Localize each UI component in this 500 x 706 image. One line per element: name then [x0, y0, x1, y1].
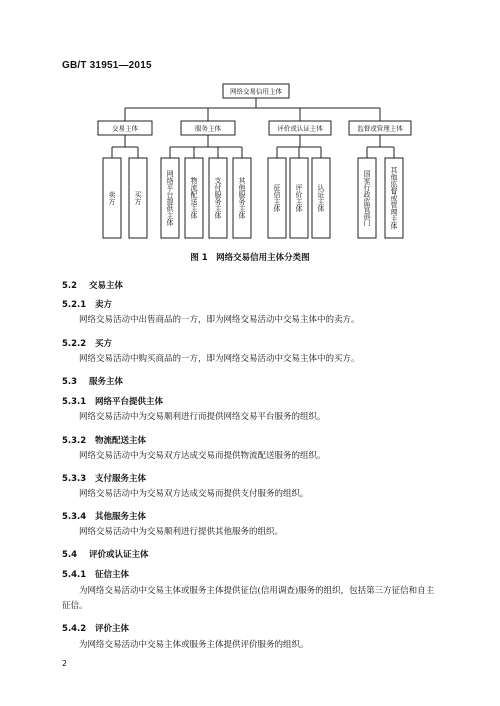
- section-heading: [62, 395, 163, 407]
- leaf-label-seller: 卖方: [108, 191, 116, 205]
- section-heading: [62, 510, 146, 522]
- section-title: 卖方: [95, 300, 113, 310]
- figure-caption: 图 1 网络交易信用主体分类图: [190, 253, 310, 263]
- section-title: 服务主体: [89, 377, 124, 387]
- classification-diagram: [0, 0, 500, 250]
- section-heading: [62, 568, 129, 580]
- section-heading: [62, 337, 112, 349]
- section-paragraph: 网络交易活动中为交易双方达成交易而提供物流配送服务的组织。: [79, 451, 326, 461]
- section-title: 交易主体: [89, 281, 124, 291]
- group-label-supervision: 监督或管理主体: [357, 124, 403, 133]
- section-number: 5.3.2: [62, 436, 87, 446]
- section-number: 5.2.2: [62, 339, 87, 349]
- section-number: 5.3.3: [62, 474, 87, 484]
- leaf-label-logistics: 物流配送主体: [190, 177, 198, 219]
- section-number: 5.2: [62, 281, 78, 291]
- section-number: 5.3: [62, 377, 78, 387]
- section-heading: [62, 472, 146, 484]
- section-number: 5.4.1: [62, 570, 87, 580]
- section-paragraph: 为网络交易活动中交易主体或服务主体提供征信(信用调查)服务的组织，包括第三方征信和自主征信。: [62, 586, 435, 611]
- leaf-label-platform: 网络平台提供主体: [166, 170, 174, 226]
- section-title: 物流配送主体: [95, 436, 147, 446]
- section-number: 5.3.1: [62, 397, 87, 407]
- section-paragraph: 为网络交易活动中交易主体或服务主体提供评价服务的组织。: [79, 640, 309, 650]
- section-heading: [62, 375, 123, 387]
- group-label-evaluation: 评价或认证主体: [277, 124, 323, 133]
- section-number: 5.3.4: [62, 512, 87, 522]
- leaf-label-other-service: 其他服务主体: [238, 177, 246, 219]
- section-title: 支付服务主体: [95, 474, 147, 484]
- section-heading: [62, 622, 129, 634]
- section-heading: [62, 298, 112, 310]
- section-number: 5.2.1: [62, 300, 87, 310]
- section-title: 征信主体: [95, 570, 130, 580]
- section-paragraph: 网络交易活动中出售商品的一方，即为网络交易活动中交易主体中的卖方。: [79, 315, 360, 325]
- section-heading: [62, 548, 149, 560]
- section-heading: [62, 279, 123, 291]
- group-label-service: 服务主体: [195, 124, 221, 133]
- section-title: 评价主体: [95, 624, 130, 634]
- section-number: 5.4: [62, 550, 78, 560]
- section-title: 买方: [95, 339, 113, 349]
- section-paragraph: 网络交易活动中为交易双方达成交易而提供支付服务的组织。: [79, 489, 309, 499]
- standard-code: GB/T 31951—2015: [62, 60, 152, 71]
- root-label: 网络交易信用主体: [230, 87, 282, 96]
- section-paragraph: 网络交易活动中为交易顺利进行提供其他服务的组织。: [79, 527, 284, 537]
- section-heading: [62, 434, 146, 446]
- section-title: 评价或认证主体: [89, 550, 149, 560]
- group-label-trade: 交易主体: [112, 124, 138, 133]
- leaf-label-rating: 评价主体: [295, 184, 303, 212]
- leaf-label-payment: 支付服务主体: [214, 177, 222, 219]
- leaf-label-buyer: 买方: [134, 191, 142, 205]
- section-paragraph: 网络交易活动中为交易顺利进行而提供网络交易平台服务的组织。: [79, 412, 326, 422]
- section-title: 其他服务主体: [95, 512, 147, 522]
- leaf-label-certification: 认证主体: [317, 184, 325, 212]
- page-number: 2: [62, 659, 68, 668]
- section-paragraph: 网络交易活动中购买商品的一方，即为网络交易活动中交易主体中的买方。: [79, 354, 360, 364]
- section-title: 网络平台提供主体: [95, 397, 164, 407]
- leaf-label-state-regulator: 国家行政监管部门: [363, 170, 371, 226]
- section-number: 5.4.2: [62, 624, 87, 634]
- leaf-label-other-supervision: 其他监督或管理主体: [390, 166, 398, 230]
- leaf-label-credit: 征信主体: [273, 184, 281, 212]
